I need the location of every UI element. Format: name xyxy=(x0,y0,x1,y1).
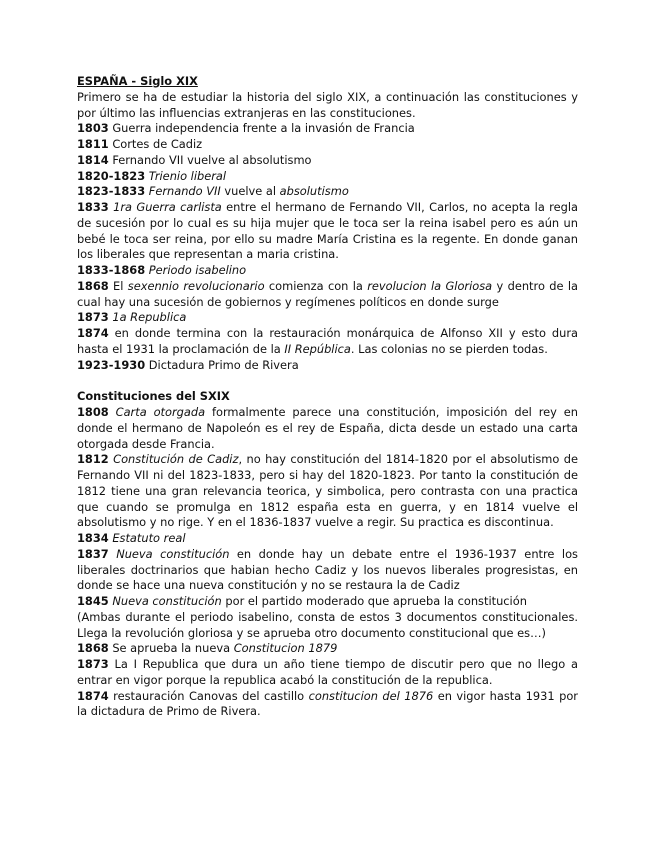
entry-1823-1833: 1823-1833 Fernando VII vuelve al absolutismo xyxy=(77,184,349,199)
document-page xyxy=(77,74,578,720)
section-spacer xyxy=(77,373,578,389)
entry-1868: 1868 El sexennio revolucionario comienza con la revolucion la Gloriosa y dentro de la cual hay una sucesión de gobiernos y regímenes políticos en donde surge xyxy=(77,278,578,309)
const-entry-1868: 1868 Se aprueba la nueva Constitucion 1879 xyxy=(77,641,338,656)
const-entry-1834: 1834 Estatuto real xyxy=(77,531,186,545)
entry-1820-1823: 1820-1823 Trienio liberal xyxy=(77,168,227,183)
entry-1923-1930: 1923-1930 Dictadura Primo de Rivera xyxy=(77,357,299,372)
entry-1803: 1803 Guerra independencia frente a la invasión de Francia xyxy=(77,121,415,136)
const-entry-1874: 1874 restauración Canovas del castillo constitucion del 1876 en vigor hasta 1931 por la dictadura de Primo de Rivera. xyxy=(77,688,578,719)
const-entry-1837: 1837 Nueva constitución en donde hay un debate entre el 1936-1937 entre los liberales doctrinarios que habian hecho Cadiz y los nuevos liberales progresistas, en donde se hace una nueva constitución y no se restaura la de Cadiz xyxy=(77,546,578,593)
const-entry-1845: 1845 Nueva constitución por el partido moderado que aprueba la constitución xyxy=(77,594,527,608)
const-note-paren: (Ambas durante el periodo isabelino, consta de estos 3 documentos constitucionales. Llega la revolución gloriosa y se aprueba otro documento constitucional que es…) xyxy=(77,609,578,640)
section-title-constituciones: Constituciones del SXIX xyxy=(77,389,230,404)
entry-1833-1868: 1833-1868 Periodo isabelino xyxy=(77,263,247,277)
section-title-espana: ESPAÑA - Siglo XIX xyxy=(77,74,198,88)
const-entry-1808: 1808 Carta otorgada formalmente parece una constitución, imposición del rey en donde el hermano de Napoleón es el rey de España, dicta desde un estado una carta otorgada desde Francia. xyxy=(77,405,578,451)
entry-1814: 1814 Fernando VII vuelve al absolutismo xyxy=(77,152,312,167)
entry-1833: 1833 1ra Guerra carlista entre el hermano de Fernando VII, Carlos, no acepta la regla de sucesión por lo cual es su hija mujer que le toca ser la reina isabel pero es aún un bebé le toca ser reina, por ello su madre María Cristina es la regente. En donde ganan los liberales que representan a maria cristina. xyxy=(77,200,578,262)
entry-1874: 1874 en donde termina con la restauración monárquica de Alfonso XII y esto dura hasta el 1931 la proclamación de la II República. Las colonias no se pierden todas. xyxy=(77,326,578,356)
entry-1811: 1811 Cortes de Cadiz xyxy=(77,137,203,151)
intro-paragraph: Primero se ha de estudiar la historia del siglo XIX, a continuación las constituciones y por último las influencias extranjeras en las constituciones. xyxy=(77,89,578,120)
entry-1873: 1873 1a Republica xyxy=(77,310,187,325)
const-entry-1812: 1812 Constitución de Cadiz, no hay constitución del 1814-1820 por el absolutismo de Fernando VII ni del 1823-1833, pero si hay del 1820-1823. Por tanto la constitución de 1812 tiene una gran relevancia teorica, y simbolica, pero contrasta con una practica que cuando se promulga en 1812 españa esta en guerra, y en 1814 vuelve el absolutismo y no rige. Y en el 1836-1837 vuelve a regir. Su practica es discontinua. xyxy=(77,452,579,530)
const-entry-1873: 1873 La I Republica que dura un año tiene tiempo de discutir pero que no llego a entrar en vigor porque la republica acabó la constitución de la republica. xyxy=(77,657,578,687)
